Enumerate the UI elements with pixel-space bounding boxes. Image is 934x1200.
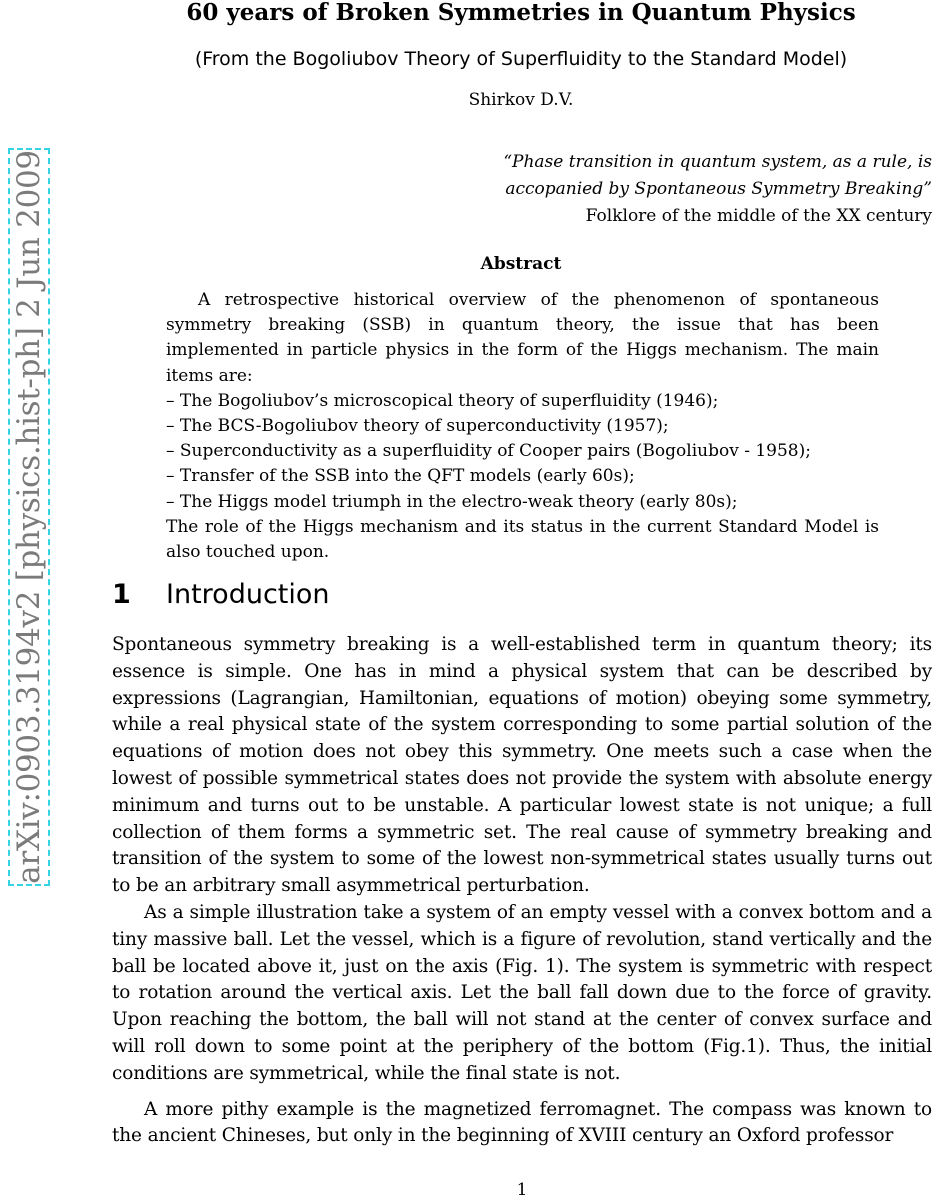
body-paragraph: As a simple illustration take a system of an empty vessel with a convex bottom and a tiny massive ball. Let the vessel, which is a figure of revolution, stand vertically and the ball be located above it, just on the axis (Fig. 1). The system is symmetric with respect to rotation around the vertical axis. Let the ball fall down due to the force of gravity. Upon reaching the bottom, the ball will not stand at the center of convex surface and will roll down to some point at the periphery of the bottom (Fig.1). Thus, the initial conditions are symmetrical, while the final state is not. xyxy=(112,901,932,1084)
abstract-closing: The role of the Higgs mechanism and its status in the current Standard Model is also touched upon. xyxy=(166,516,879,563)
epigraph xyxy=(332,149,932,230)
epigraph-quote-line-2: accopanied by Spontaneous Symmetry Breaking” xyxy=(505,179,932,199)
epigraph-quote-line-1: “Phase transition in quantum system, as a rule, is xyxy=(503,152,932,172)
abstract-heading: Abstract xyxy=(480,254,562,274)
abstract-item: – Transfer of the SSB into the QFT models (early 60s); xyxy=(166,466,635,487)
page-number: 1 xyxy=(516,1180,528,1200)
body-paragraph: A more pithy example is the magnetized ferromagnet. The compass was known to the ancient Chineses, but only in the beginning of XVIII century an Oxford professor xyxy=(112,1098,932,1147)
abstract-item: – The Bogoliubov’s microscopical theory of superfluidity (1946); xyxy=(166,390,719,411)
abstract-item: – The Higgs model triumph in the electro-weak theory (early 80s); xyxy=(166,491,738,512)
abstract-body xyxy=(166,288,879,565)
body-paragraph: Spontaneous symmetry breaking is a well-established term in quantum theory; its essence is simple. One has in mind a physical system that can be described by expressions (Lagrangian, Hamiltonian, equations of motion) obeying some symmetry, while a real physical state of the system corresponding to some partial solution of the equations of motion does not obey this symmetry. One meets such a case when the lowest of possible symmetrical states does not provide the system with absolute energy minimum and turns out to be unstable. A particular lowest state is not unique; a full collection of them forms a symmetric set. The real cause of symmetry breaking and transition of the system to some of the lowest non-symmetrical states usually turns out to be an arbitrary small asymmetrical perturbation. xyxy=(112,634,932,897)
arxiv-stamp: arXiv:0903.3194v2 [physics.hist-ph] 2 Jun 2009 xyxy=(11,150,47,884)
abstract-item: – Superconductivity as a superfluidity of Cooper pairs (Bogoliubov - 1958); xyxy=(166,441,811,462)
section-heading xyxy=(112,578,330,612)
section-title: Introduction xyxy=(166,579,330,610)
abstract-intro: A retrospective historical overview of the phenomenon of spontaneous symmetry breaking (SSB) in quantum theory, the issue that has been implemented in particle physics in the form of the Higgs mechanism. The main items are: xyxy=(166,290,879,386)
abstract-item: – The BCS-Bogoliubov theory of superconductivity (1957); xyxy=(166,416,669,437)
section-body xyxy=(112,632,932,1150)
epigraph-source: Folklore of the middle of the XX century xyxy=(585,206,932,226)
paper-title: 60 years of Broken Symmetries in Quantum Physics xyxy=(186,0,856,26)
section-number: 1 xyxy=(112,579,131,610)
paper-subtitle: (From the Bogoliubov Theory of Superfluidity to the Standard Model) xyxy=(194,48,848,70)
paper-author: Shirkov D.V. xyxy=(468,90,574,110)
